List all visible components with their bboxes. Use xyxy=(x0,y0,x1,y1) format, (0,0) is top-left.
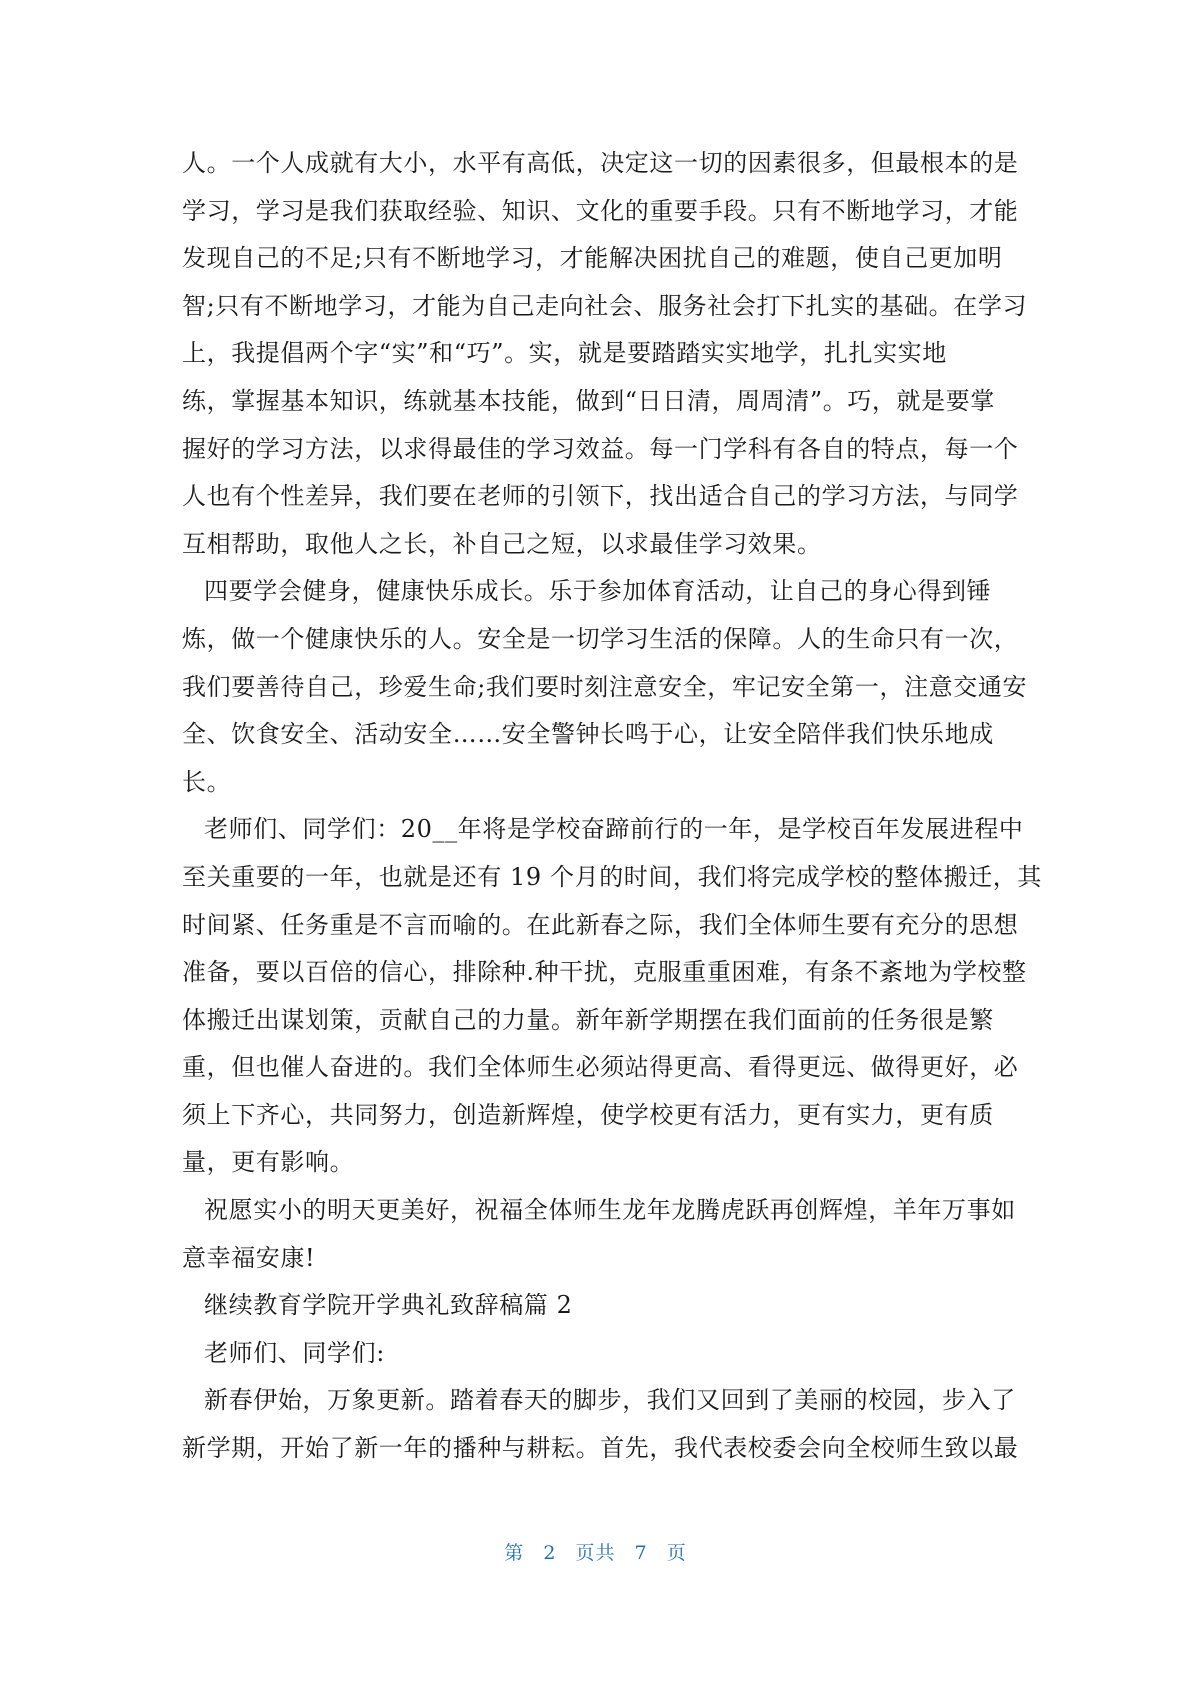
page-label-prefix: 第 xyxy=(504,1542,525,1564)
page-label-suffix: 页 xyxy=(666,1542,687,1564)
text-line: 人也有个性差异，我们要在老师的引领下，找出适合自己的学习方法，与同学 xyxy=(182,482,1019,511)
page-label-middle: 页共 xyxy=(575,1542,616,1564)
text-line: 准备，要以百倍的信心，排除种.种干扰，克服重重困难，有条不紊地为学校整 xyxy=(182,958,1027,987)
text-line: 长。 xyxy=(182,767,232,796)
text-line: 至关重要的一年，也就是还有 19 个月的时间，我们将完成学校的整体搬迁，其 xyxy=(182,862,1042,891)
text-line: 上，我提倡两个字“实”和“巧”。实，就是要踏踏实实地学，扎扎实实地 xyxy=(182,339,947,368)
page-footer xyxy=(0,1538,1191,1565)
text-line: 炼，做一个健康快乐的人。安全是一切学习生活的保障。人的生命只有一次， xyxy=(182,624,1019,653)
text-line: 量，更有影响。 xyxy=(182,1148,355,1177)
paragraph-start-line: 新春伊始，万象更新。踏着春天的脚步，我们又回到了美丽的校园，步入了 xyxy=(204,1386,1016,1415)
section-heading: 继续教育学院开学典礼致辞稿篇 2 xyxy=(204,1291,573,1320)
text-line: 练，掌握基本知识，练就基本技能，做到“日日清，周周清”。巧，就是要掌 xyxy=(182,386,995,415)
text-line: 重，但也催人奋进的。我们全体师生必须站得更高、看得更远、做得更好，必 xyxy=(182,1053,1019,1082)
salutation-line: 老师们、同学们: xyxy=(204,1338,385,1367)
paragraph-start-line: 四要学会健身，健康快乐成长。乐于参加体育活动，让自己的身心得到锤 xyxy=(204,577,992,606)
text-line: 体搬迁出谋划策，贡献自己的力量。新年新学期摆在我们面前的任务很是繁 xyxy=(182,1005,994,1034)
text-line: 我们要善待自己，珍爱生命;我们要时刻注意安全，牢记安全第一，注意交通安 xyxy=(182,672,1028,701)
text-line: 互相帮助，取他人之长，补自己之短，以求最佳学习效果。 xyxy=(182,529,822,558)
text-line: 时间紧、任务重是不言而喻的。在此新春之际，我们全体师生要有充分的思想 xyxy=(182,910,1019,939)
text-line: 智;只有不断地学习，才能为自己走向社会、服务社会打下扎实的基础。在学习 xyxy=(182,291,1028,320)
text-line: 新学期，开始了新一年的播种与耕耘。首先，我代表校委会向全校师生致以最 xyxy=(182,1434,1019,1463)
text-line: 意幸福安康! xyxy=(182,1243,316,1272)
text-line: 发现自己的不足;只有不断地学习，才能解决困扰自己的难题，使自己更加明 xyxy=(182,244,1003,273)
text-line: 人。一个人成就有大小，水平有高低，决定这一切的因素很多，但最根本的是 xyxy=(182,149,1019,177)
text-line: 学习，学习是我们获取经验、知识、文化的重要手段。只有不断地学习，才能 xyxy=(182,196,1019,225)
text-line: 须上下齐心，共同努力，创造新辉煌，使学校更有活力，更有实力，更有质 xyxy=(182,1100,994,1129)
text-line: 全、饮食安全、活动安全……安全警钟长鸣于心，让安全陪伴我们快乐地成 xyxy=(182,720,994,749)
paragraph-start-line: 祝愿实小的明天更美好，祝福全体师生龙年龙腾虎跃再创辉煌，羊年万事如 xyxy=(204,1196,1016,1225)
body-text xyxy=(182,140,1042,1473)
text-line: 握好的学习方法，以求得最佳的学习效益。每一门学科有各自的特点，每一个 xyxy=(182,434,1019,463)
current-page-number: 2 xyxy=(543,1542,557,1564)
total-pages-number: 7 xyxy=(634,1542,648,1564)
paragraph-start-line: 老师们、同学们：20__年将是学校奋蹄前行的一年，是学校百年发展进程中 xyxy=(204,815,1024,844)
